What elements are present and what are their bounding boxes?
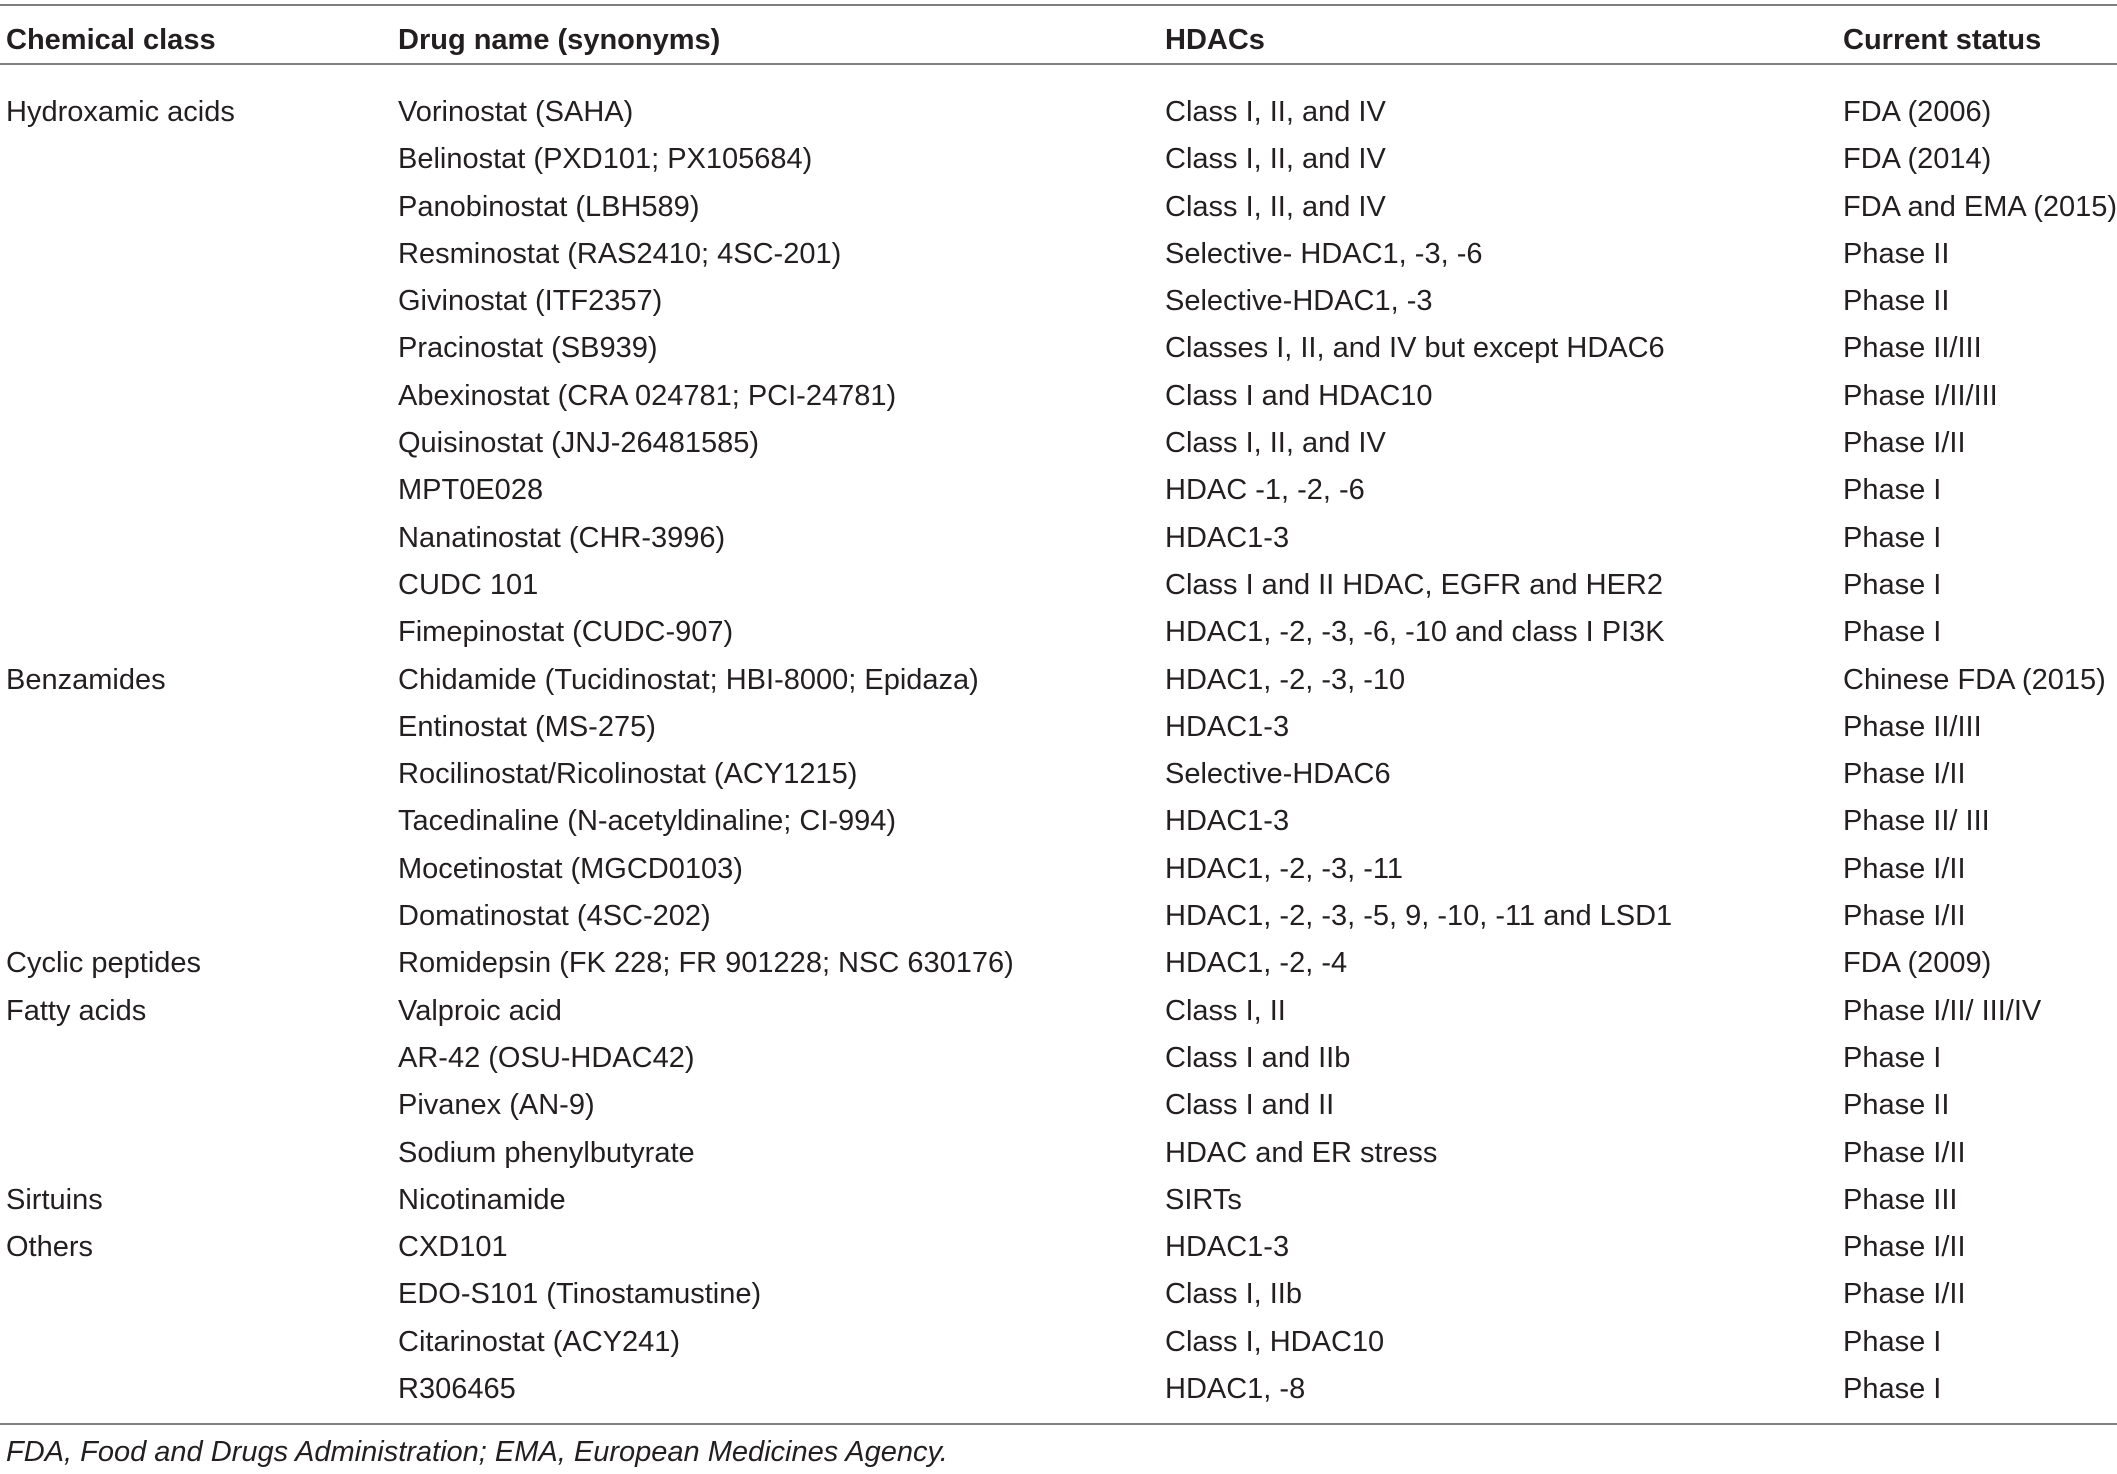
table-row — [0, 1040, 2117, 1087]
cell-current-status: Phase II/III — [1843, 710, 1982, 743]
cell-current-status: Phase I — [1843, 521, 1942, 554]
cell-hdacs: Class I, II, and IV — [1165, 143, 1386, 176]
table-row — [0, 567, 2117, 614]
table-row — [0, 1182, 2117, 1229]
table-row — [0, 851, 2117, 898]
cell-hdacs: Selective-HDAC1, -3 — [1165, 285, 1433, 318]
cell-current-status: Phase I/II — [1843, 427, 1966, 460]
cell-chemical-class: Benzamides — [6, 663, 166, 696]
cell-hdacs: HDAC1-3 — [1165, 521, 1290, 554]
header-hdacs: HDACs — [1165, 24, 1265, 56]
table-row — [0, 803, 2117, 850]
cell-hdacs: HDAC1-3 — [1165, 1231, 1290, 1264]
cell-hdacs: HDAC1, -2, -3, -5, 9, -10, -11 and LSD1 — [1165, 900, 1673, 933]
cell-current-status: FDA (2006) — [1843, 96, 1992, 128]
cell-drug-name: Vorinostat (SAHA) — [398, 96, 634, 128]
cell-drug-name: EDO-S101 (Tinostamustine) — [398, 1278, 762, 1311]
cell-drug-name: AR-42 (OSU-HDAC42) — [398, 1041, 695, 1074]
cell-drug-name: Domatinostat (4SC-202) — [398, 900, 711, 933]
cell-current-status: Phase II — [1843, 1089, 1950, 1122]
cell-drug-name: Valproic acid — [398, 994, 562, 1027]
cell-drug-name: CXD101 — [398, 1231, 508, 1264]
cell-drug-name: Citarinostat (ACY241) — [398, 1325, 681, 1358]
table-header-rule — [0, 63, 2117, 65]
cell-current-status: Phase II/ III — [1843, 805, 1990, 838]
cell-hdacs: Class I, II, and IV — [1165, 190, 1386, 223]
table-row — [0, 141, 2117, 188]
cell-drug-name: Rocilinostat/Ricolinostat (ACY1215) — [398, 758, 858, 791]
cell-chemical-class: Fatty acids — [6, 994, 147, 1027]
header-drug-name: Drug name (synonyms) — [398, 24, 721, 56]
table-row — [0, 662, 2117, 709]
cell-drug-name: Panobinostat (LBH589) — [398, 190, 700, 223]
cell-hdacs: Selective-HDAC6 — [1165, 758, 1391, 791]
table-row — [0, 236, 2117, 283]
cell-drug-name: Givinostat (ITF2357) — [398, 285, 663, 318]
cell-hdacs: HDAC1, -8 — [1165, 1373, 1306, 1406]
cell-hdacs: Class I and II — [1165, 1089, 1335, 1122]
cell-hdacs: HDAC and ER stress — [1165, 1136, 1438, 1169]
cell-drug-name: R306465 — [398, 1373, 516, 1406]
cell-hdacs: HDAC1, -2, -4 — [1165, 947, 1348, 980]
cell-drug-name: Fimepinostat (CUDC-907) — [398, 616, 734, 649]
cell-drug-name: CUDC 101 — [398, 568, 539, 601]
table-row — [0, 614, 2117, 661]
cell-hdacs: Selective- HDAC1, -3, -6 — [1165, 237, 1483, 270]
table-footnote: FDA, Food and Drugs Administration; EMA, European Medicines Agency. — [6, 1436, 948, 1468]
cell-drug-name: MPT0E028 — [398, 474, 544, 507]
cell-drug-name: Mocetinostat (MGCD0103) — [398, 852, 743, 885]
cell-hdacs: Class I and II HDAC, EGFR and HER2 — [1165, 568, 1663, 601]
cell-current-status: Phase I/II — [1843, 1231, 1966, 1264]
table-row — [0, 283, 2117, 330]
table-row — [0, 1229, 2117, 1276]
cell-drug-name: Chidamide (Tucidinostat; HBI-8000; Epidaza) — [398, 663, 979, 696]
cell-current-status: FDA and EMA (2015) — [1843, 190, 2117, 223]
cell-current-status: Phase III — [1843, 1183, 1958, 1216]
cell-current-status: Phase I — [1843, 474, 1942, 507]
table-row — [0, 945, 2117, 992]
cell-current-status: Phase II — [1843, 237, 1950, 270]
cell-current-status: Phase I — [1843, 1325, 1942, 1358]
table-row — [0, 1371, 2117, 1418]
cell-current-status: Phase II/III — [1843, 332, 1982, 365]
cell-hdacs: Class I, HDAC10 — [1165, 1325, 1385, 1358]
cell-drug-name: Quisinostat (JNJ-26481585) — [398, 427, 760, 460]
cell-drug-name: Pivanex (AN-9) — [398, 1089, 595, 1122]
cell-hdacs: HDAC1, -2, -3, -6, -10 and class I PI3K — [1165, 616, 1665, 649]
table-row — [0, 993, 2117, 1040]
cell-drug-name: Sodium phenylbutyrate — [398, 1136, 695, 1169]
header-chemical-class: Chemical class — [6, 24, 216, 56]
cell-current-status: Phase I/II/ III/IV — [1843, 994, 2042, 1027]
cell-current-status: Phase I — [1843, 616, 1942, 649]
table-bottom-rule — [0, 1423, 2117, 1425]
cell-hdacs: HDAC1, -2, -3, -10 — [1165, 663, 1406, 696]
table-top-rule — [0, 4, 2117, 6]
cell-chemical-class: Sirtuins — [6, 1183, 103, 1216]
cell-hdacs: HDAC1-3 — [1165, 710, 1290, 743]
cell-current-status: Phase II — [1843, 285, 1950, 318]
table-row — [0, 756, 2117, 803]
cell-current-status: Phase I/II — [1843, 852, 1966, 885]
cell-hdacs: Class I and HDAC10 — [1165, 379, 1433, 412]
table-row — [0, 1135, 2117, 1182]
cell-current-status: Phase I/II — [1843, 1278, 1966, 1311]
cell-drug-name: Abexinostat (CRA 024781; PCI-24781) — [398, 379, 897, 412]
cell-hdacs: Class I, II, and IV — [1165, 427, 1386, 460]
cell-hdacs: Class I, IIb — [1165, 1278, 1302, 1311]
table-row — [0, 94, 2117, 141]
cell-current-status: Phase I/II/III — [1843, 379, 1998, 412]
cell-chemical-class: Cyclic peptides — [6, 947, 202, 980]
cell-hdacs: Classes I, II, and IV but except HDAC6 — [1165, 332, 1665, 365]
cell-chemical-class: Hydroxamic acids — [6, 96, 235, 128]
cell-hdacs: HDAC1, -2, -3, -11 — [1165, 852, 1403, 885]
table-row — [0, 425, 2117, 472]
cell-chemical-class: Others — [6, 1231, 94, 1264]
cell-current-status: Phase I — [1843, 1041, 1942, 1074]
table-body — [0, 94, 2117, 1418]
cell-hdacs: Class I, II, and IV — [1165, 96, 1386, 128]
cell-hdacs: Class I, II — [1165, 994, 1286, 1027]
cell-current-status: Phase I/II — [1843, 900, 1966, 933]
cell-current-status: FDA (2014) — [1843, 143, 1992, 176]
cell-current-status: Phase I/II — [1843, 1136, 1966, 1169]
table-row — [0, 709, 2117, 756]
cell-current-status: Phase I — [1843, 1373, 1942, 1406]
cell-drug-name: Resminostat (RAS2410; 4SC-201) — [398, 237, 842, 270]
table-row — [0, 520, 2117, 567]
cell-hdacs: SIRTs — [1165, 1183, 1242, 1216]
cell-drug-name: Tacedinaline (N-acetyldinaline; CI-994) — [398, 805, 897, 838]
cell-current-status: FDA (2009) — [1843, 947, 1992, 980]
table-row — [0, 1324, 2117, 1371]
cell-current-status: Phase I — [1843, 568, 1942, 601]
cell-drug-name: Pracinostat (SB939) — [398, 332, 658, 365]
header-current-status: Current status — [1843, 24, 2042, 56]
table-row — [0, 1087, 2117, 1134]
cell-drug-name: Romidepsin (FK 228; FR 901228; NSC 630176) — [398, 947, 1014, 980]
cell-drug-name: Entinostat (MS-275) — [398, 710, 656, 743]
table-row — [0, 472, 2117, 519]
cell-drug-name: Nicotinamide — [398, 1183, 566, 1216]
table-row — [0, 189, 2117, 236]
cell-hdacs: Class I and IIb — [1165, 1041, 1351, 1074]
table-row — [0, 898, 2117, 945]
cell-hdacs: HDAC -1, -2, -6 — [1165, 474, 1365, 507]
cell-drug-name: Nanatinostat (CHR-3996) — [398, 521, 726, 554]
table-row — [0, 1276, 2117, 1323]
cell-drug-name: Belinostat (PXD101; PX105684) — [398, 143, 813, 176]
table-row — [0, 330, 2117, 377]
cell-hdacs: HDAC1-3 — [1165, 805, 1290, 838]
table-row — [0, 378, 2117, 425]
cell-current-status: Chinese FDA (2015) — [1843, 663, 2106, 696]
cell-current-status: Phase I/II — [1843, 758, 1966, 791]
